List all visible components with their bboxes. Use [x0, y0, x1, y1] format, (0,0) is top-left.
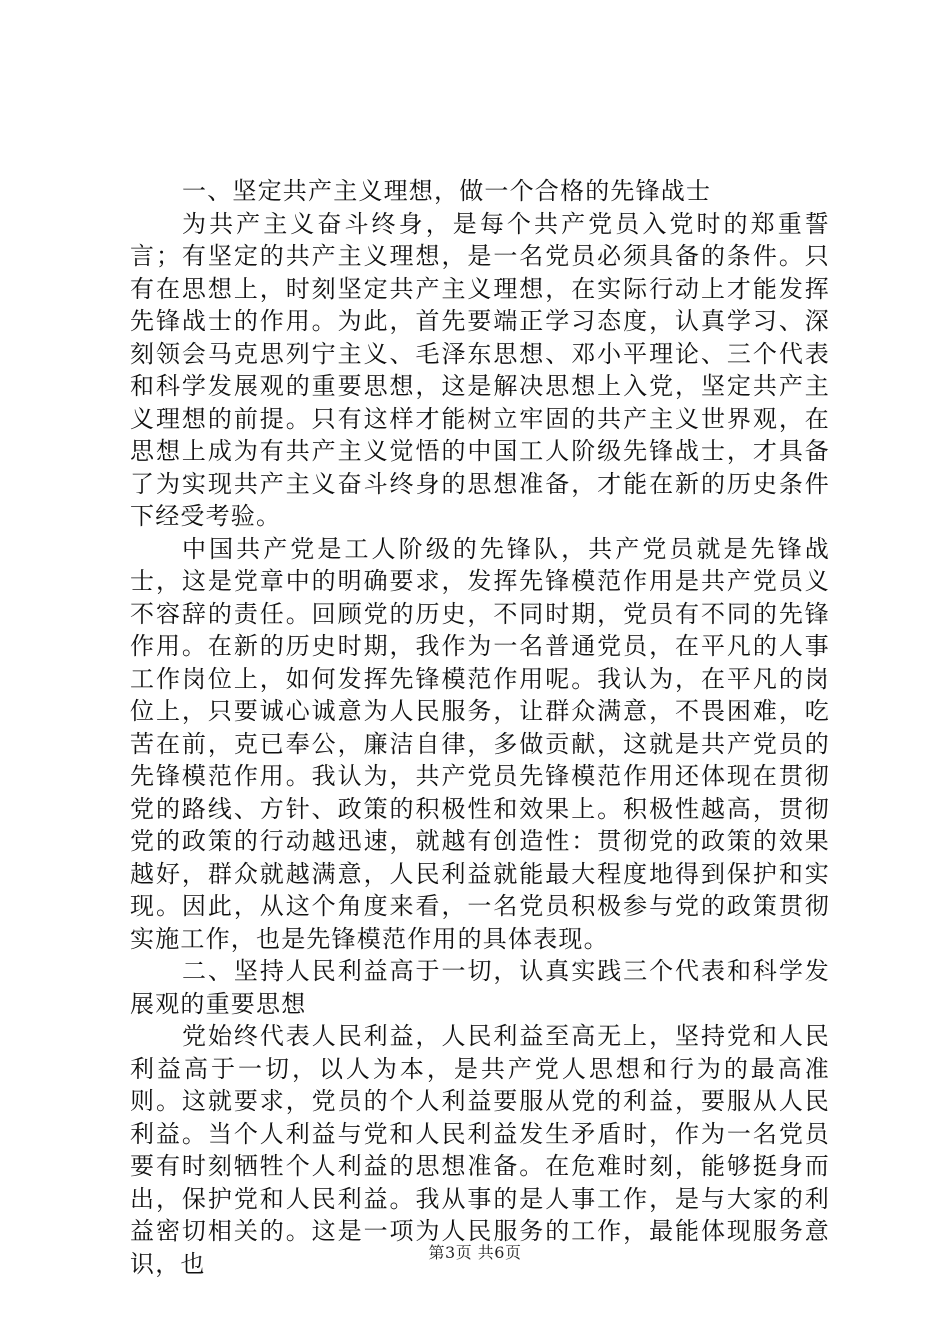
document-body: [130, 175, 830, 1280]
paragraph: 党始终代表人民利益，人民利益至高无上，坚持党和人民利益高于一切，以人为本，是共产党人思想和行为的最高准则。这就要求，党员的个人利益要服从党的利益，要服从人民利益。当个人利益与党和人民利益发生矛盾时，作为一名党员要有时刻牺牲个人利益的思想准备。在危难时刻，能够挺身而出，保护党和人民利益。我从事的是人事工作，是与大家的利益密切相关的。这是一项为人民服务的工作，最能体现服务意识，也: [130, 1022, 830, 1278]
page-number-footer: 第3页 共6页: [428, 1243, 522, 1262]
section-heading-2: 二、坚持人民利益高于一切，认真实践三个代表和科学发展观的重要思想: [130, 957, 830, 1018]
paragraph: 中国共产党是工人阶级的先锋队，共产党员就是先锋战士，这是党章中的明确要求，发挥先锋模范作用是共产党员义不容辞的责任。回顾党的历史，不同时期，党员有不同的先锋作用。在新的历史时期，我作为一名普通党员，在平凡的人事工作岗位上，如何发挥先锋模范作用呢。我认为，在平凡的岗位上，只要诚心诚意为人民服务，让群众满意，不畏困难，吃苦在前，克已奉公，廉洁自律，多做贡献，这就是共产党员的先锋模范作用。我认为，共产党员先锋模范作用还体现在贯彻党的路线、方针、政策的积极性和效果上。积极性越高，贯彻党的政策的行动越迅速，就越有创造性：贯彻党的政策的效果越好，群众就越满意，人民利益就能最大程度地得到保护和实现。因此，从这个角度来看，一名党员积极参与党的政策贯彻实施工作，也是先锋模范作用的具体表现。: [130, 534, 830, 953]
section-heading-1: 一、坚定共产主义理想，做一个合格的先锋战士: [182, 177, 712, 205]
paragraph: 为共产主义奋斗终身，是每个共产党员入党时的郑重誓言；有坚定的共产主义理想，是一名党员必须具备的条件。只有在思想上，时刻坚定共产主义理想，在实际行动上才能发挥先锋战士的作用。为此，首先要端正学习态度，认真学习、深刻领会马克思列宁主义、毛泽东思想、邓小平理论、三个代表和科学发展观的重要思想，这是解决思想上入党，坚定共产主义理想的前提。只有这样才能树立牢固的共产主义世界观，在思想上成为有共产主义觉悟的中国工人阶级先锋战士，才具备了为实现共产主义奋斗终身的思想准备，才能在新的历史条件下经受考验。: [130, 209, 830, 530]
